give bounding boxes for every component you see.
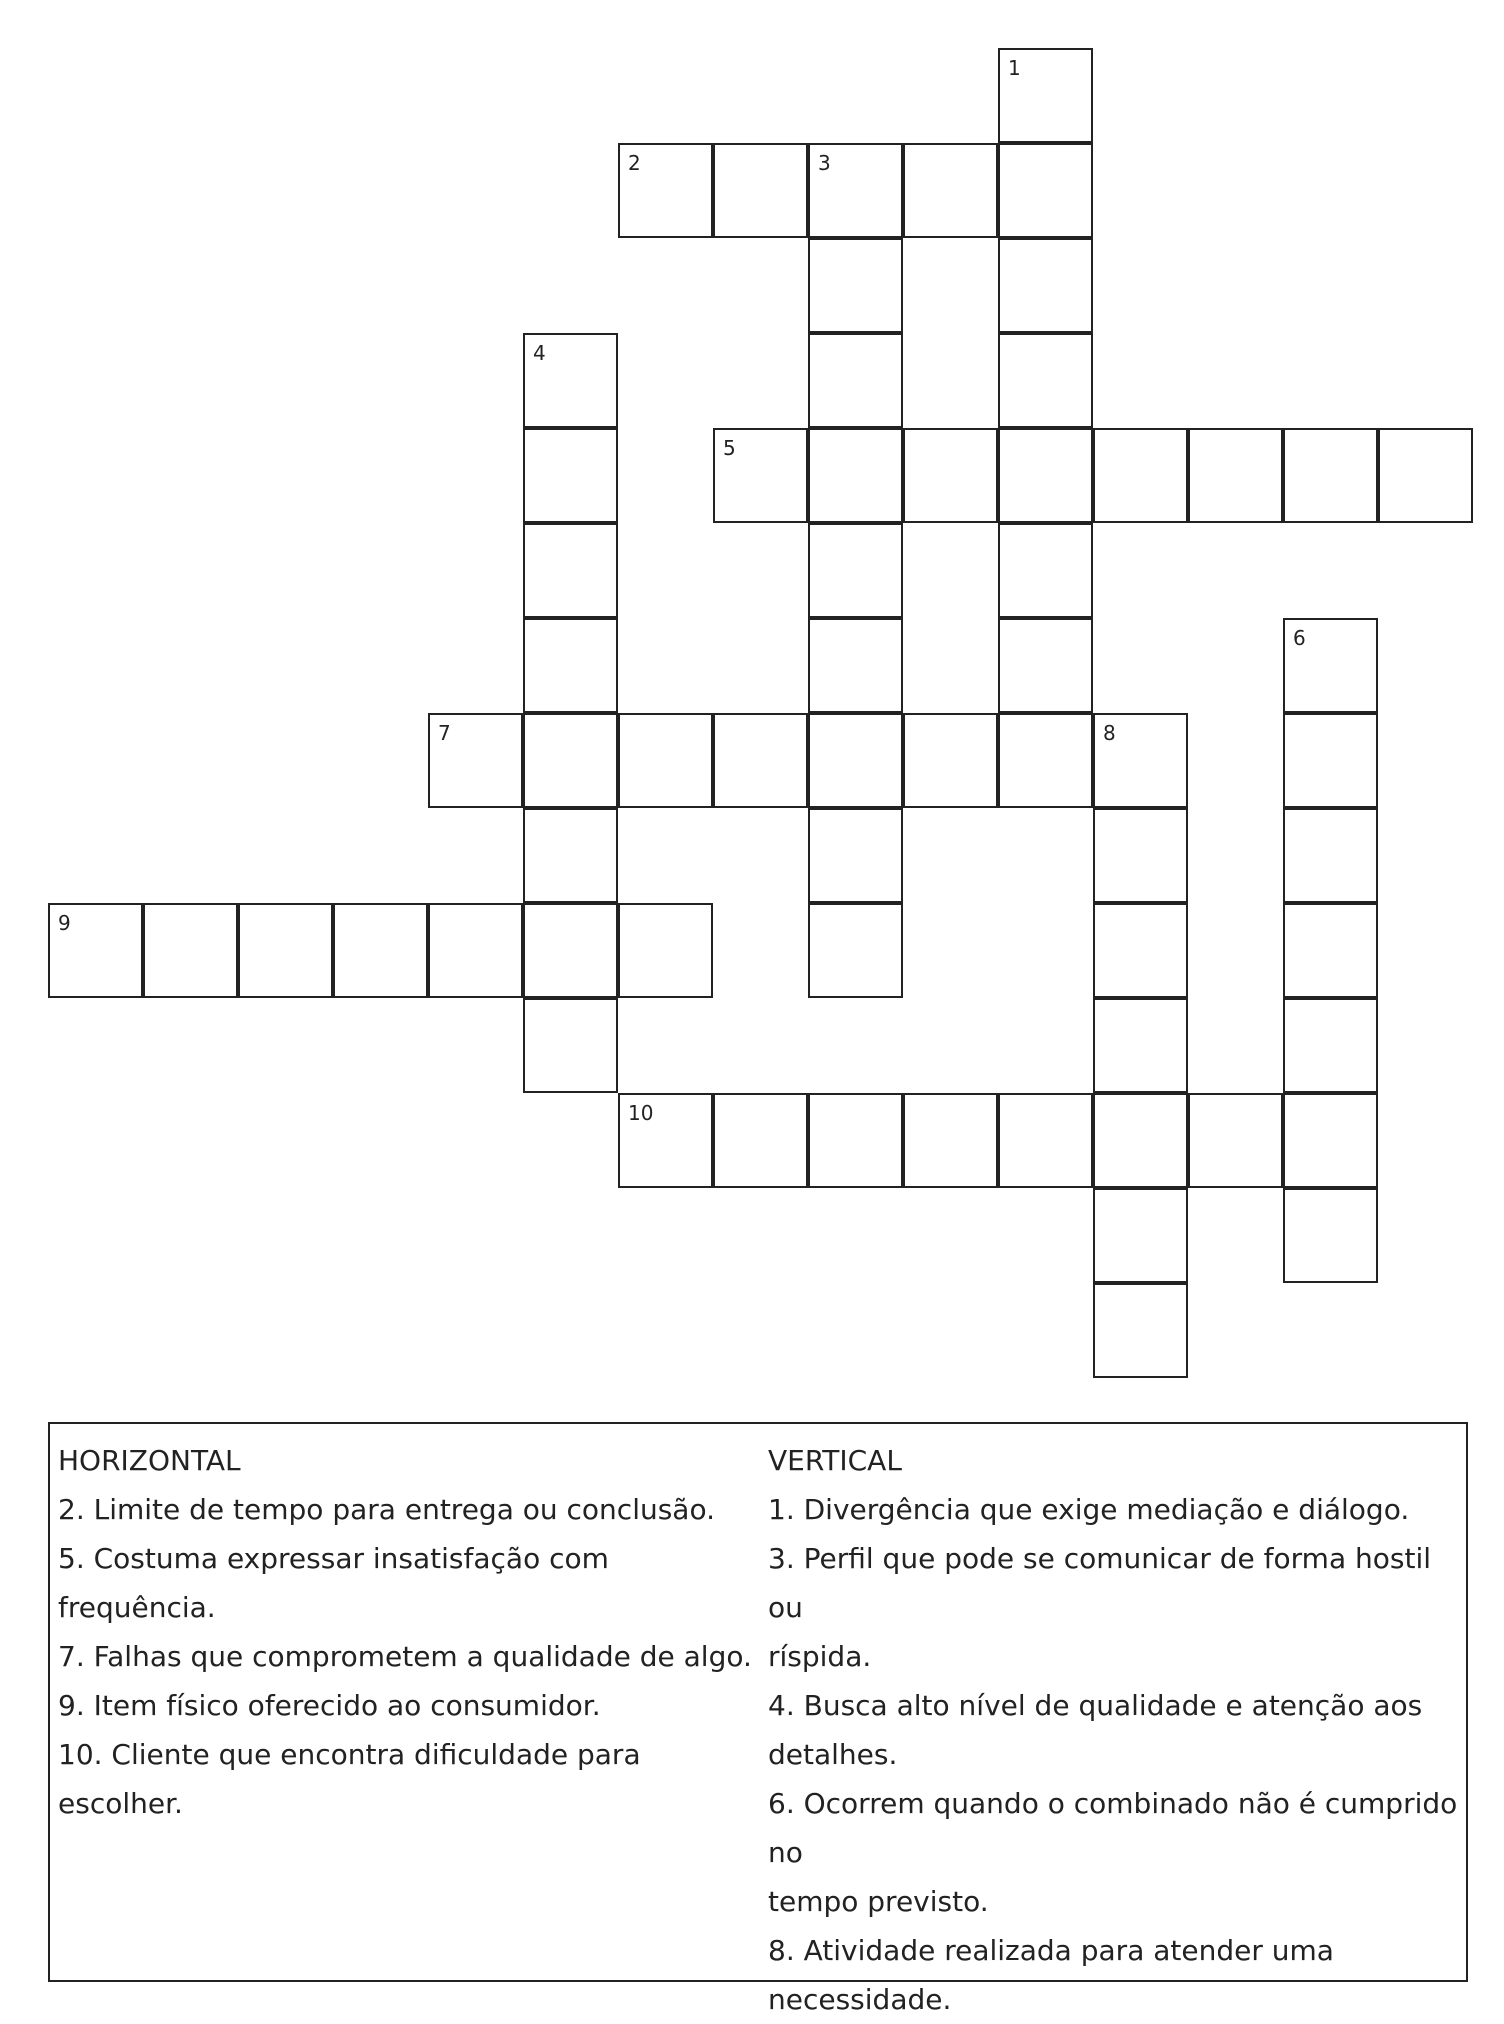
grid-cell[interactable] (48, 903, 143, 998)
vertical-clue: 3. Perfil que pode se comunicar de forma hostil ou (768, 1542, 1432, 1624)
grid-cell[interactable] (428, 903, 523, 998)
grid-cell[interactable] (808, 523, 903, 618)
grid-cell[interactable] (808, 903, 903, 998)
grid-cell[interactable] (713, 1093, 808, 1188)
grid-cell[interactable] (808, 333, 903, 428)
grid-cell[interactable] (1283, 998, 1378, 1093)
clue-number: 7 (438, 721, 451, 745)
grid-cell[interactable] (1283, 1093, 1378, 1188)
grid-cell[interactable] (1093, 713, 1188, 808)
grid-cell[interactable] (1283, 1188, 1378, 1283)
grid-cell[interactable] (523, 523, 618, 618)
clue-number: 5 (723, 436, 736, 460)
grid-cell[interactable] (808, 143, 903, 238)
grid-cell[interactable] (428, 713, 523, 808)
grid-cell[interactable] (618, 143, 713, 238)
grid-cell[interactable] (618, 1093, 713, 1188)
clue-number: 6 (1293, 626, 1306, 650)
grid-cell[interactable] (1283, 428, 1378, 523)
grid-cell[interactable] (1093, 808, 1188, 903)
vertical-clue: ríspida. (768, 1640, 872, 1673)
grid-cell[interactable] (903, 428, 998, 523)
grid-cell[interactable] (1188, 1093, 1283, 1188)
grid-cell[interactable] (903, 1093, 998, 1188)
grid-cell[interactable] (1093, 903, 1188, 998)
grid-cell[interactable] (808, 618, 903, 713)
grid-cell[interactable] (808, 238, 903, 333)
grid-cell[interactable] (998, 523, 1093, 618)
vertical-clue: 1. Divergência que exige mediação e diálogo. (768, 1493, 1410, 1526)
grid-cell[interactable] (808, 1093, 903, 1188)
grid-cell[interactable] (1093, 998, 1188, 1093)
grid-cell[interactable] (1093, 1188, 1188, 1283)
horizontal-clue: 9. Item físico oferecido ao consumidor. (58, 1689, 601, 1722)
horizontal-clues (58, 1436, 758, 1828)
grid-cell[interactable] (998, 618, 1093, 713)
clues-box (48, 1422, 1468, 2016)
clue-number: 9 (58, 911, 71, 935)
clue-number: 10 (628, 1101, 654, 1125)
grid-cell[interactable] (523, 333, 618, 428)
grid-cell[interactable] (713, 713, 808, 808)
grid-cell[interactable] (903, 713, 998, 808)
grid-cell[interactable] (523, 808, 618, 903)
grid-cell[interactable] (998, 48, 1093, 143)
clue-number: 2 (628, 151, 641, 175)
vertical-clue: 4. Busca alto nível de qualidade e atenção aos (768, 1689, 1423, 1722)
grid-cell[interactable] (1093, 428, 1188, 523)
grid-cell[interactable] (618, 713, 713, 808)
grid-cell[interactable] (998, 713, 1093, 808)
grid-cell[interactable] (1378, 428, 1473, 523)
horizontal-clue: 5. Costuma expressar insatisfação com frequência. (58, 1542, 609, 1624)
clue-number: 3 (818, 151, 831, 175)
grid-cell[interactable] (713, 143, 808, 238)
grid-cell[interactable] (618, 903, 713, 998)
grid-cell[interactable] (1283, 618, 1378, 713)
vertical-clues (768, 1436, 1468, 2024)
grid-cell[interactable] (1283, 903, 1378, 998)
clue-number: 1 (1008, 56, 1021, 80)
grid-cell[interactable] (808, 808, 903, 903)
horizontal-clue: 7. Falhas que comprometem a qualidade de algo. (58, 1640, 752, 1673)
vertical-clue: 6. Ocorrem quando o combinado não é cumprido no (768, 1787, 1458, 1869)
vertical-clue: necessidade. (768, 1983, 952, 2016)
grid-cell[interactable] (903, 143, 998, 238)
horizontal-clue: 2. Limite de tempo para entrega ou conclusão. (58, 1493, 716, 1526)
grid-cell[interactable] (998, 428, 1093, 523)
vertical-clue: detalhes. (768, 1738, 898, 1771)
vertical-clue: tempo previsto. (768, 1885, 989, 1918)
clue-number: 8 (1103, 721, 1116, 745)
grid-cell[interactable] (1188, 428, 1283, 523)
grid-cell[interactable] (1283, 713, 1378, 808)
grid-cell[interactable] (998, 1093, 1093, 1188)
vertical-clue: 8. Atividade realizada para atender uma (768, 1934, 1334, 1967)
grid-cell[interactable] (808, 428, 903, 523)
grid-cell[interactable] (713, 428, 808, 523)
grid-cell[interactable] (1093, 1283, 1188, 1378)
grid-cell[interactable] (523, 998, 618, 1093)
grid-cell[interactable] (238, 903, 333, 998)
grid-cell[interactable] (1283, 808, 1378, 903)
grid-cell[interactable] (143, 903, 238, 998)
clue-number: 4 (533, 341, 546, 365)
grid-cell[interactable] (808, 713, 903, 808)
horizontal-heading: HORIZONTAL (58, 1444, 241, 1477)
grid-cell[interactable] (523, 428, 618, 523)
vertical-heading: VERTICAL (768, 1444, 902, 1477)
horizontal-clue: 10. Cliente que encontra dificuldade para escolher. (58, 1738, 641, 1820)
grid-cell[interactable] (333, 903, 428, 998)
grid-cell[interactable] (523, 618, 618, 713)
grid-cell[interactable] (998, 238, 1093, 333)
grid-cell[interactable] (998, 333, 1093, 428)
grid-cell[interactable] (998, 143, 1093, 238)
grid-cell[interactable] (523, 713, 618, 808)
grid-cell[interactable] (523, 903, 618, 998)
grid-cell[interactable] (1093, 1093, 1188, 1188)
